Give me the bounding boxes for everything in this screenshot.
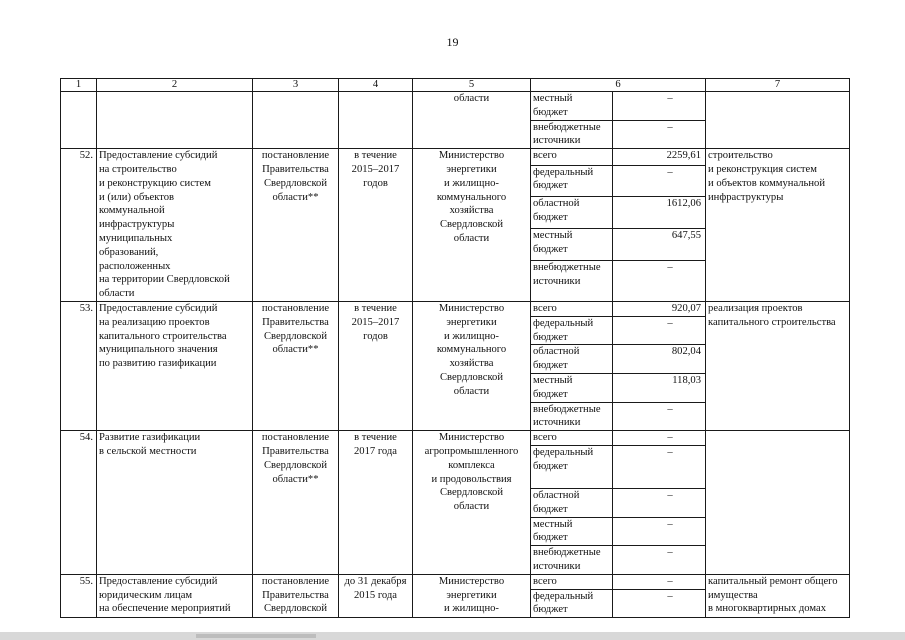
source-label: всего	[531, 431, 613, 446]
header-col-6: 6	[531, 79, 706, 92]
header-col-5: 5	[413, 79, 531, 92]
source-label: областной бюджет	[531, 488, 613, 517]
target-result	[706, 431, 850, 575]
source-label: областной бюджет	[531, 345, 613, 374]
period: в течение 2015–2017 годов	[339, 149, 413, 302]
source-label: федеральный бюджет	[531, 316, 613, 345]
legal-act: постановление Правительства Свердловской области**	[253, 301, 339, 430]
source-label: местный бюджет	[531, 373, 613, 402]
row-number: 52.	[61, 149, 97, 302]
source-label: местный бюджет	[531, 517, 613, 546]
source-label: всего	[531, 301, 613, 316]
amount-cell: 920,07	[613, 301, 706, 316]
scan-bottom-edge	[0, 632, 905, 640]
row-number: 55.	[61, 574, 97, 617]
amount-cell: 118,03	[613, 373, 706, 402]
header-col-2: 2	[97, 79, 253, 92]
legal-act: постановление Правительства Свердловской	[253, 574, 339, 617]
table-row	[61, 574, 850, 589]
measure-name: Предоставление субсидий юридическим лицам на обеспечение мероприятий	[97, 574, 253, 617]
executor-cell: Министерство энергетики и жилищно- коммунального хозяйства Свердловской области	[413, 149, 531, 302]
source-label: внебюджетные источники	[531, 260, 613, 301]
amount-cell: 647,55	[613, 229, 706, 261]
header-col-7: 7	[706, 79, 850, 92]
executor-cell: Министерство агропромышленного комплекса и продовольствия Свердловской области	[413, 431, 531, 575]
period: в течение 2015–2017 годов	[339, 301, 413, 430]
executor-cell: Министерство энергетики и жилищно-	[413, 574, 531, 617]
source-label: внебюджетные источники	[531, 120, 613, 149]
row-number: 54.	[61, 431, 97, 575]
period: до 31 декабря 2015 года	[339, 574, 413, 617]
amount-cell: –	[613, 546, 706, 575]
source-label: местный бюджет	[531, 229, 613, 261]
source-label: областной бюджет	[531, 197, 613, 229]
executor-cell: Министерство энергетики и жилищно- коммунального хозяйства Свердловской области	[413, 301, 531, 430]
amount-cell: –	[613, 165, 706, 197]
source-label: местный бюджет	[531, 92, 613, 121]
header-col-4: 4	[339, 79, 413, 92]
amount-cell: 1612,06	[613, 197, 706, 229]
measure-name: Предоставление субсидий на реализацию проектов капитального строительства муниципального значения по развитию газификации	[97, 301, 253, 430]
amount-cell: –	[613, 574, 706, 589]
amount-cell: –	[613, 517, 706, 546]
source-label: внебюджетные источники	[531, 402, 613, 431]
measure-name: Развитие газификации в сельской местности	[97, 431, 253, 575]
period: в течение 2017 года	[339, 431, 413, 575]
source-label: всего	[531, 574, 613, 589]
table-row	[61, 431, 850, 446]
source-label: внебюджетные источники	[531, 546, 613, 575]
program-table	[60, 78, 850, 618]
scan-artifact	[196, 634, 316, 638]
row-number: 53.	[61, 301, 97, 430]
source-label: федеральный бюджет	[531, 589, 613, 618]
amount-cell: –	[613, 316, 706, 345]
target-result: реализация проектов капитального строительства	[706, 301, 850, 430]
target-result: строительство и реконструкция систем и объектов коммунальной инфраструктуры	[706, 149, 850, 302]
source-label: федеральный бюджет	[531, 165, 613, 197]
amount-cell: –	[613, 589, 706, 618]
table-row	[61, 301, 850, 316]
source-label: всего	[531, 149, 613, 165]
amount-cell: 2259,61	[613, 149, 706, 165]
legal-act: постановление Правительства Свердловской области**	[253, 431, 339, 575]
header-col-3: 3	[253, 79, 339, 92]
source-label: федеральный бюджет	[531, 445, 613, 488]
header-col-1: 1	[61, 79, 97, 92]
table-row	[61, 92, 850, 121]
header-row	[61, 79, 850, 92]
amount-cell: –	[613, 92, 706, 121]
amount-cell: –	[613, 431, 706, 446]
amount-cell: –	[613, 445, 706, 488]
amount-cell: 802,04	[613, 345, 706, 374]
amount-cell: –	[613, 402, 706, 431]
measure-name: Предоставление субсидий на строительство и реконструкцию систем и (или) объектов коммунальной инфраструктуры муниципальных образований, расположенных на территории Свердловской области	[97, 149, 253, 302]
amount-cell: –	[613, 120, 706, 149]
executor-cell: области	[413, 92, 531, 149]
amount-cell: –	[613, 260, 706, 301]
legal-act: постановление Правительства Свердловской области**	[253, 149, 339, 302]
page-number: 19	[446, 35, 459, 49]
target-result: капитальный ремонт общего имущества в многоквартирных домах	[706, 574, 850, 617]
table-row	[61, 149, 850, 165]
amount-cell: –	[613, 488, 706, 517]
